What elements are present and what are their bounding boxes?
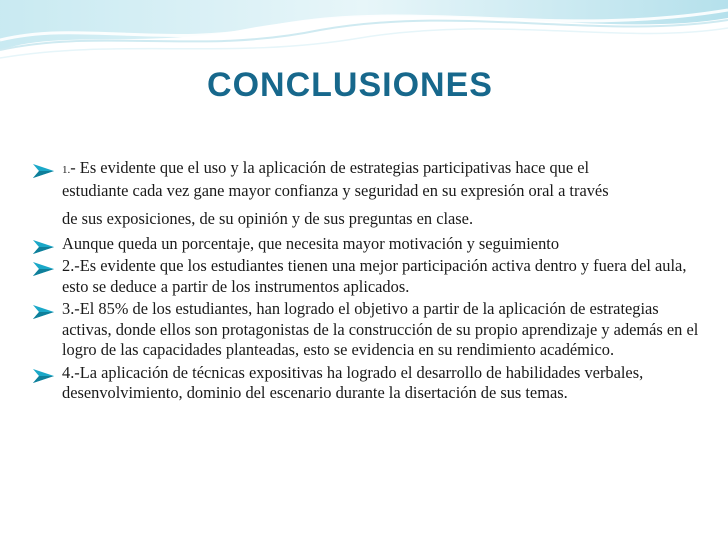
arrow-bullet-icon bbox=[32, 368, 58, 384]
item-text: Aunque queda un porcentaje, que necesita mayor motivación y seguimiento bbox=[62, 233, 560, 253]
list-item bbox=[32, 158, 702, 230]
item-text-line: - Es evidente que el uso y la aplicación de estrategias participativas hace que el bbox=[70, 158, 590, 177]
conclusions-list bbox=[32, 158, 702, 404]
arrow-bullet-icon bbox=[32, 304, 58, 320]
item-text-line: estudiante cada vez gane mayor confianza y seguridad en su expresión oral a través bbox=[62, 180, 609, 200]
arrow-bullet-icon bbox=[32, 163, 58, 179]
list-item bbox=[32, 363, 702, 404]
item-number: 1. bbox=[62, 164, 71, 176]
arrow-bullet-icon bbox=[32, 239, 58, 255]
list-item bbox=[32, 234, 702, 255]
header-wave-decoration bbox=[0, 0, 728, 70]
arrow-bullet-icon bbox=[32, 261, 58, 277]
list-item bbox=[32, 299, 702, 361]
item-text: 3.-El 85% de los estudiantes, han logrado el objetivo a partir de la aplicación de estrategias activas, donde ellos son protagonistas de la construcción de su propio aprendizaje y además en el logro de las capacidades planteadas, esto se evidencia en su rendimiento académico. bbox=[62, 299, 699, 359]
item-text: 2.-Es evidente que los estudiantes tienen una mejor participación activa dentro y fuera del aula, esto se deduce a partir de los instrumentos aplicados. bbox=[62, 256, 687, 296]
item-text: 4.-La aplicación de técnicas expositivas ha logrado el desarrollo de habilidades verbales, desenvolvimiento, dominio del escenario durante la disertación de sus temas. bbox=[62, 362, 644, 402]
slide-title: CONCLUSIONES bbox=[207, 66, 493, 104]
list-item bbox=[32, 256, 702, 297]
item-text-line: de sus exposiciones, de su opinión y de sus preguntas en clase. bbox=[62, 209, 474, 228]
